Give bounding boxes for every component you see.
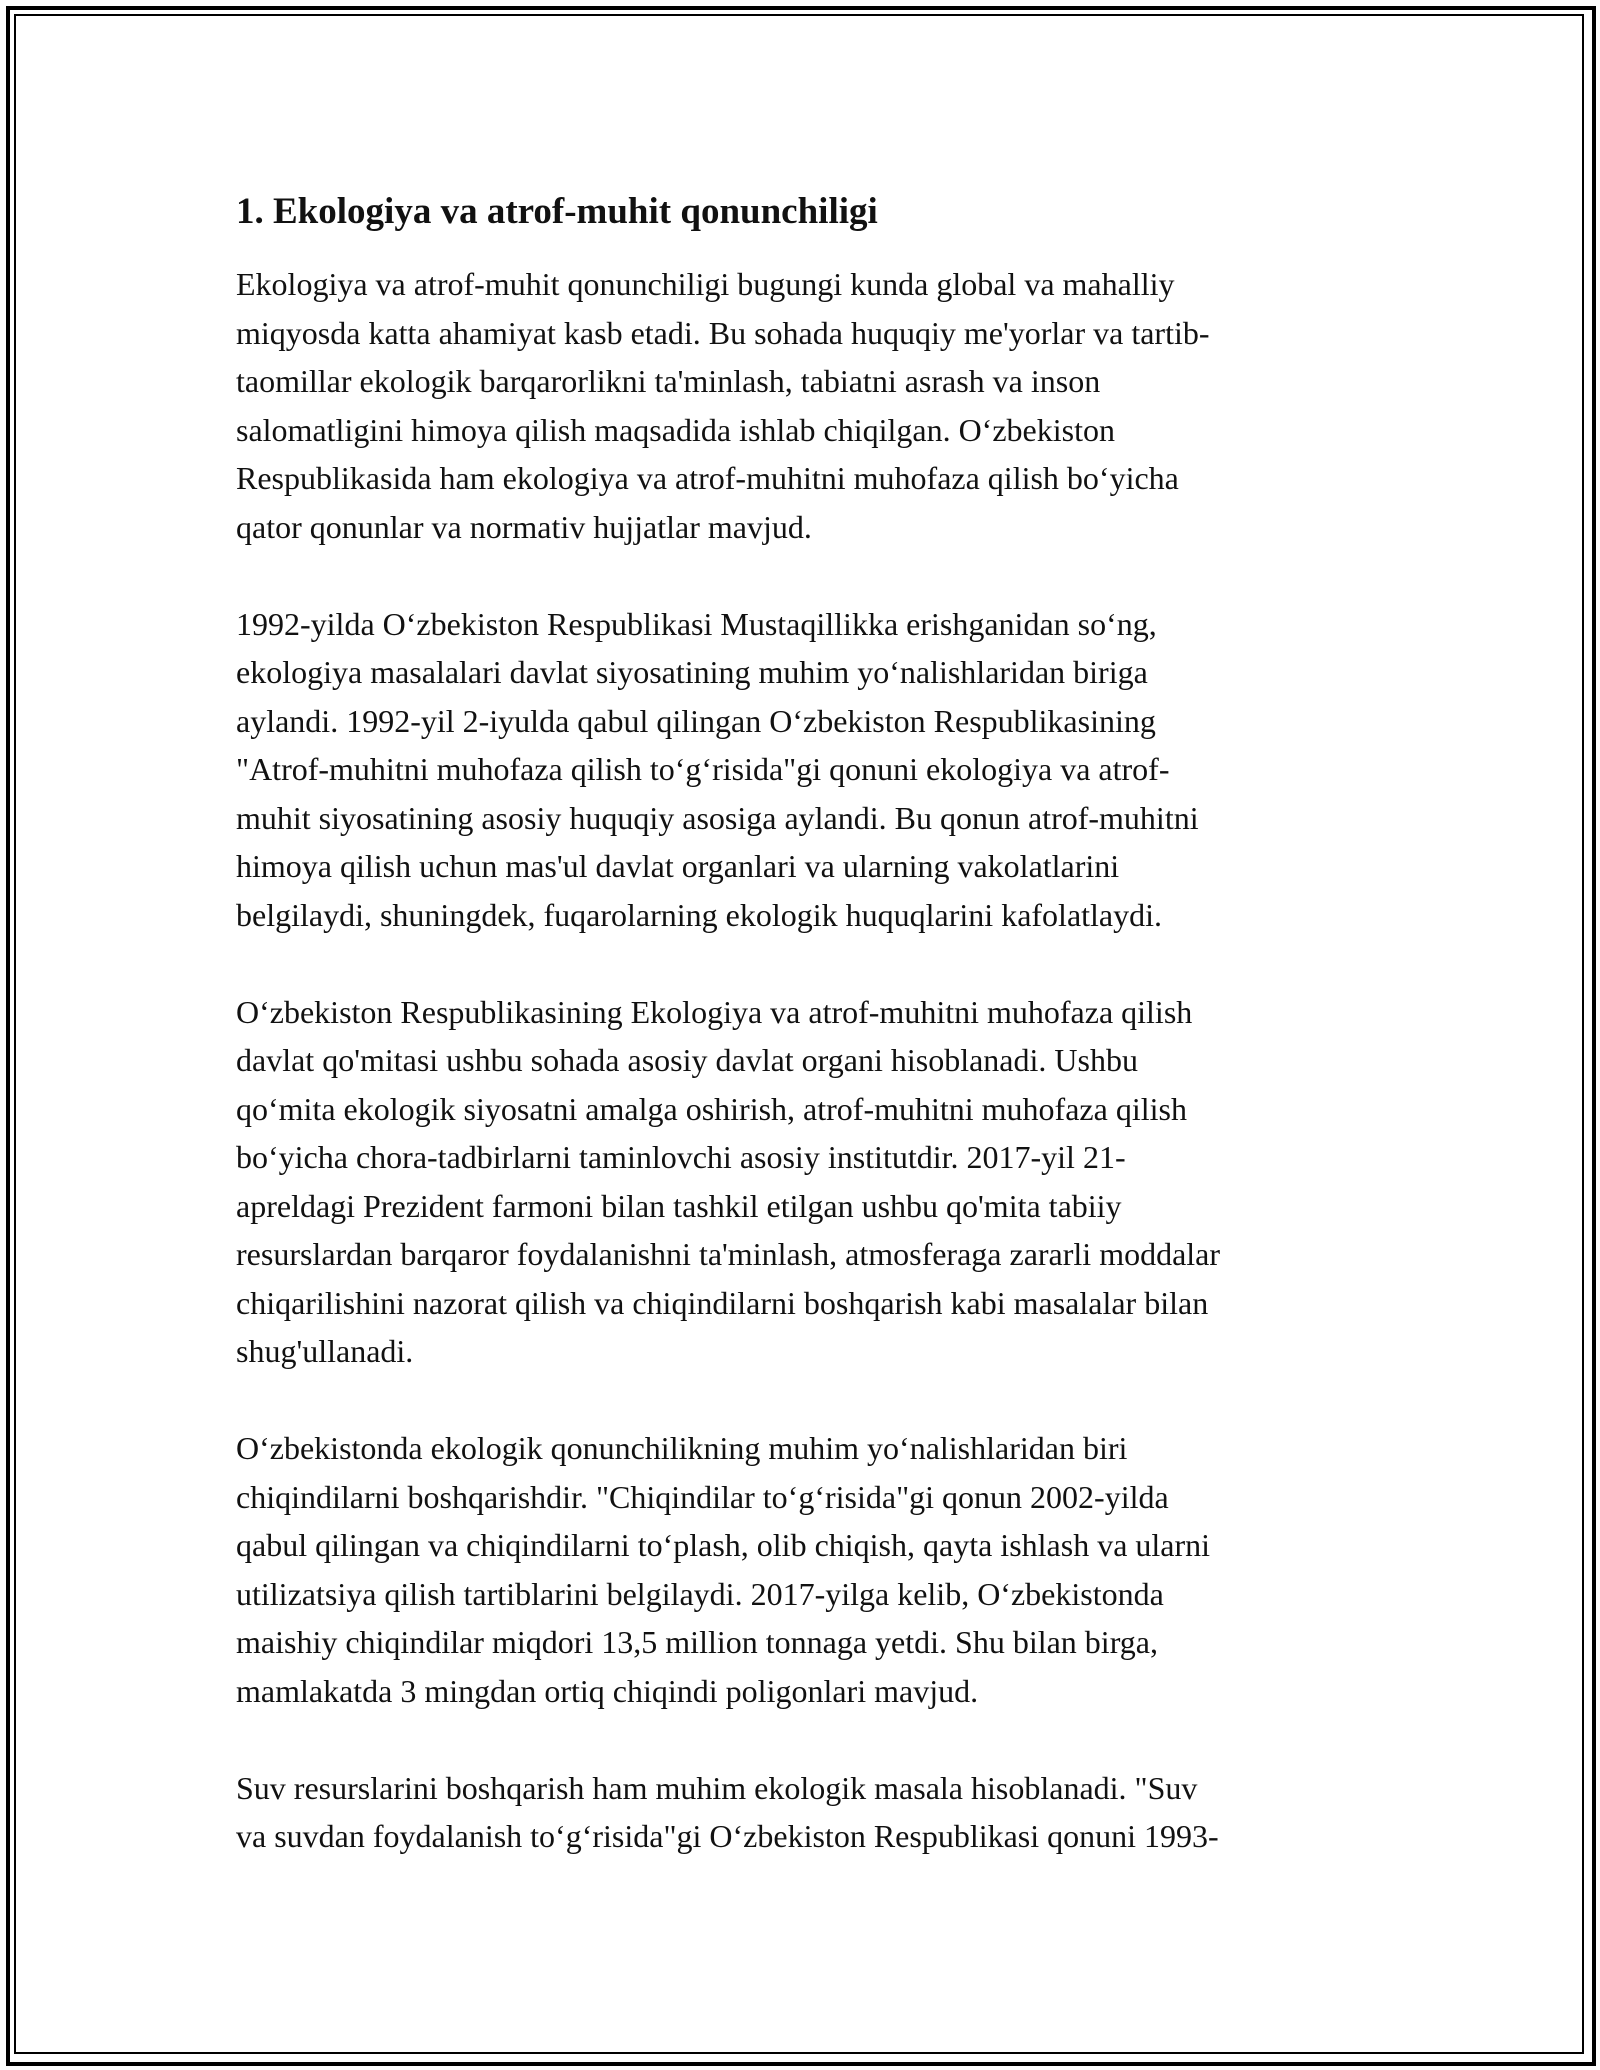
- paragraph-intro: Ekologiya va atrof-muhit qonunchiligi bugungi kunda global va mahalliy miqyosda katta ahamiyat kasb etadi. Bu sohada huquqiy me'yorlar va tartib- taomillar ekologik barqarorlikni ta'minlash, tabiatni asrash va inson salomatligini himoya qilish maqsadida ishlab chiqilgan. O‘zbekiston Respublikasida ham ekologiya va atrof-muhitni muhofaza qilish bo‘yicha qator qonunlar va normativ hujjatlar mavjud.: [236, 266, 1210, 545]
- document-body: [236, 188, 1366, 1909]
- paragraph-1992-law: 1992-yilda O‘zbekiston Respublikasi Mustaqillikka erishganidan so‘ng, ekologiya masalalari davlat siyosatining muhim yo‘nalishlaridan biriga aylandi. 1992-yil 2-iyulda qabul qilingan O‘zbekiston Respublikasining "Atrof-muhitni muhofaza qilish to‘g‘risida"gi qonuni ekologiya va atrof- muhit siyosatining asosiy huquqiy asosiga aylandi. Bu qonun atrof-muhitni himoya qilish uchun mas'ul davlat organlari va ularning vakolatlarini belgilaydi, shuningdek, fuqarolarning ekologik huquqlarini kafolatlaydi.: [236, 605, 1199, 933]
- paragraph-state-committee: O‘zbekiston Respublikasining Ekologiya va atrof-muhitni muhofaza qilish davlat qo'mitasi ushbu sohada asosiy davlat organi hisoblanadi. Ushbu qo‘mita ekologik siyosatni amalga oshirish, atrof-muhitni muhofaza qilish bo‘yicha chora-tadbirlarni taminlovchi asosiy institutdir. 2017-yil 21- apreldagi Prezident farmoni bilan tashkil etilgan ushbu qo'mita tabiiy resurslardan barqaror foydalanishni ta'minlash, atmosferaga zararli moddalar chiqarilishini nazorat qilish va chiqindilarni boshqarish kabi masalalar bilan shug'ullanadi.: [236, 993, 1221, 1370]
- paragraph-water-resources: Suv resurslarini boshqarish ham muhim ekologik masala hisoblanadi. "Suv va suvdan foydalanish to‘g‘risida"gi O‘zbekiston Respublikasi qonuni 1993-: [236, 1769, 1219, 1855]
- section-heading: 1. Ekologiya va atrof-muhit qonunchiligi: [236, 191, 878, 232]
- paragraph-waste-management: O‘zbekistonda ekologik qonunchilikning muhim yo‘nalishlaridan biri chiqindilarni boshqarishdir. "Chiqindilar to‘g‘risida"gi qonun 2002-yilda qabul qilingan va chiqindilarni to‘plash, olib chiqish, qayta ishlash va ularni utilizatsiya qilish tartiblarini belgilaydi. 2017-yilga kelib, O‘zbekistonda maishiy chiqindilar miqdori 13,5 million tonnaga yetdi. Shu bilan birga, mamlakatda 3 mingdan ortiq chiqindi poligonlari mavjud.: [236, 1430, 1211, 1709]
